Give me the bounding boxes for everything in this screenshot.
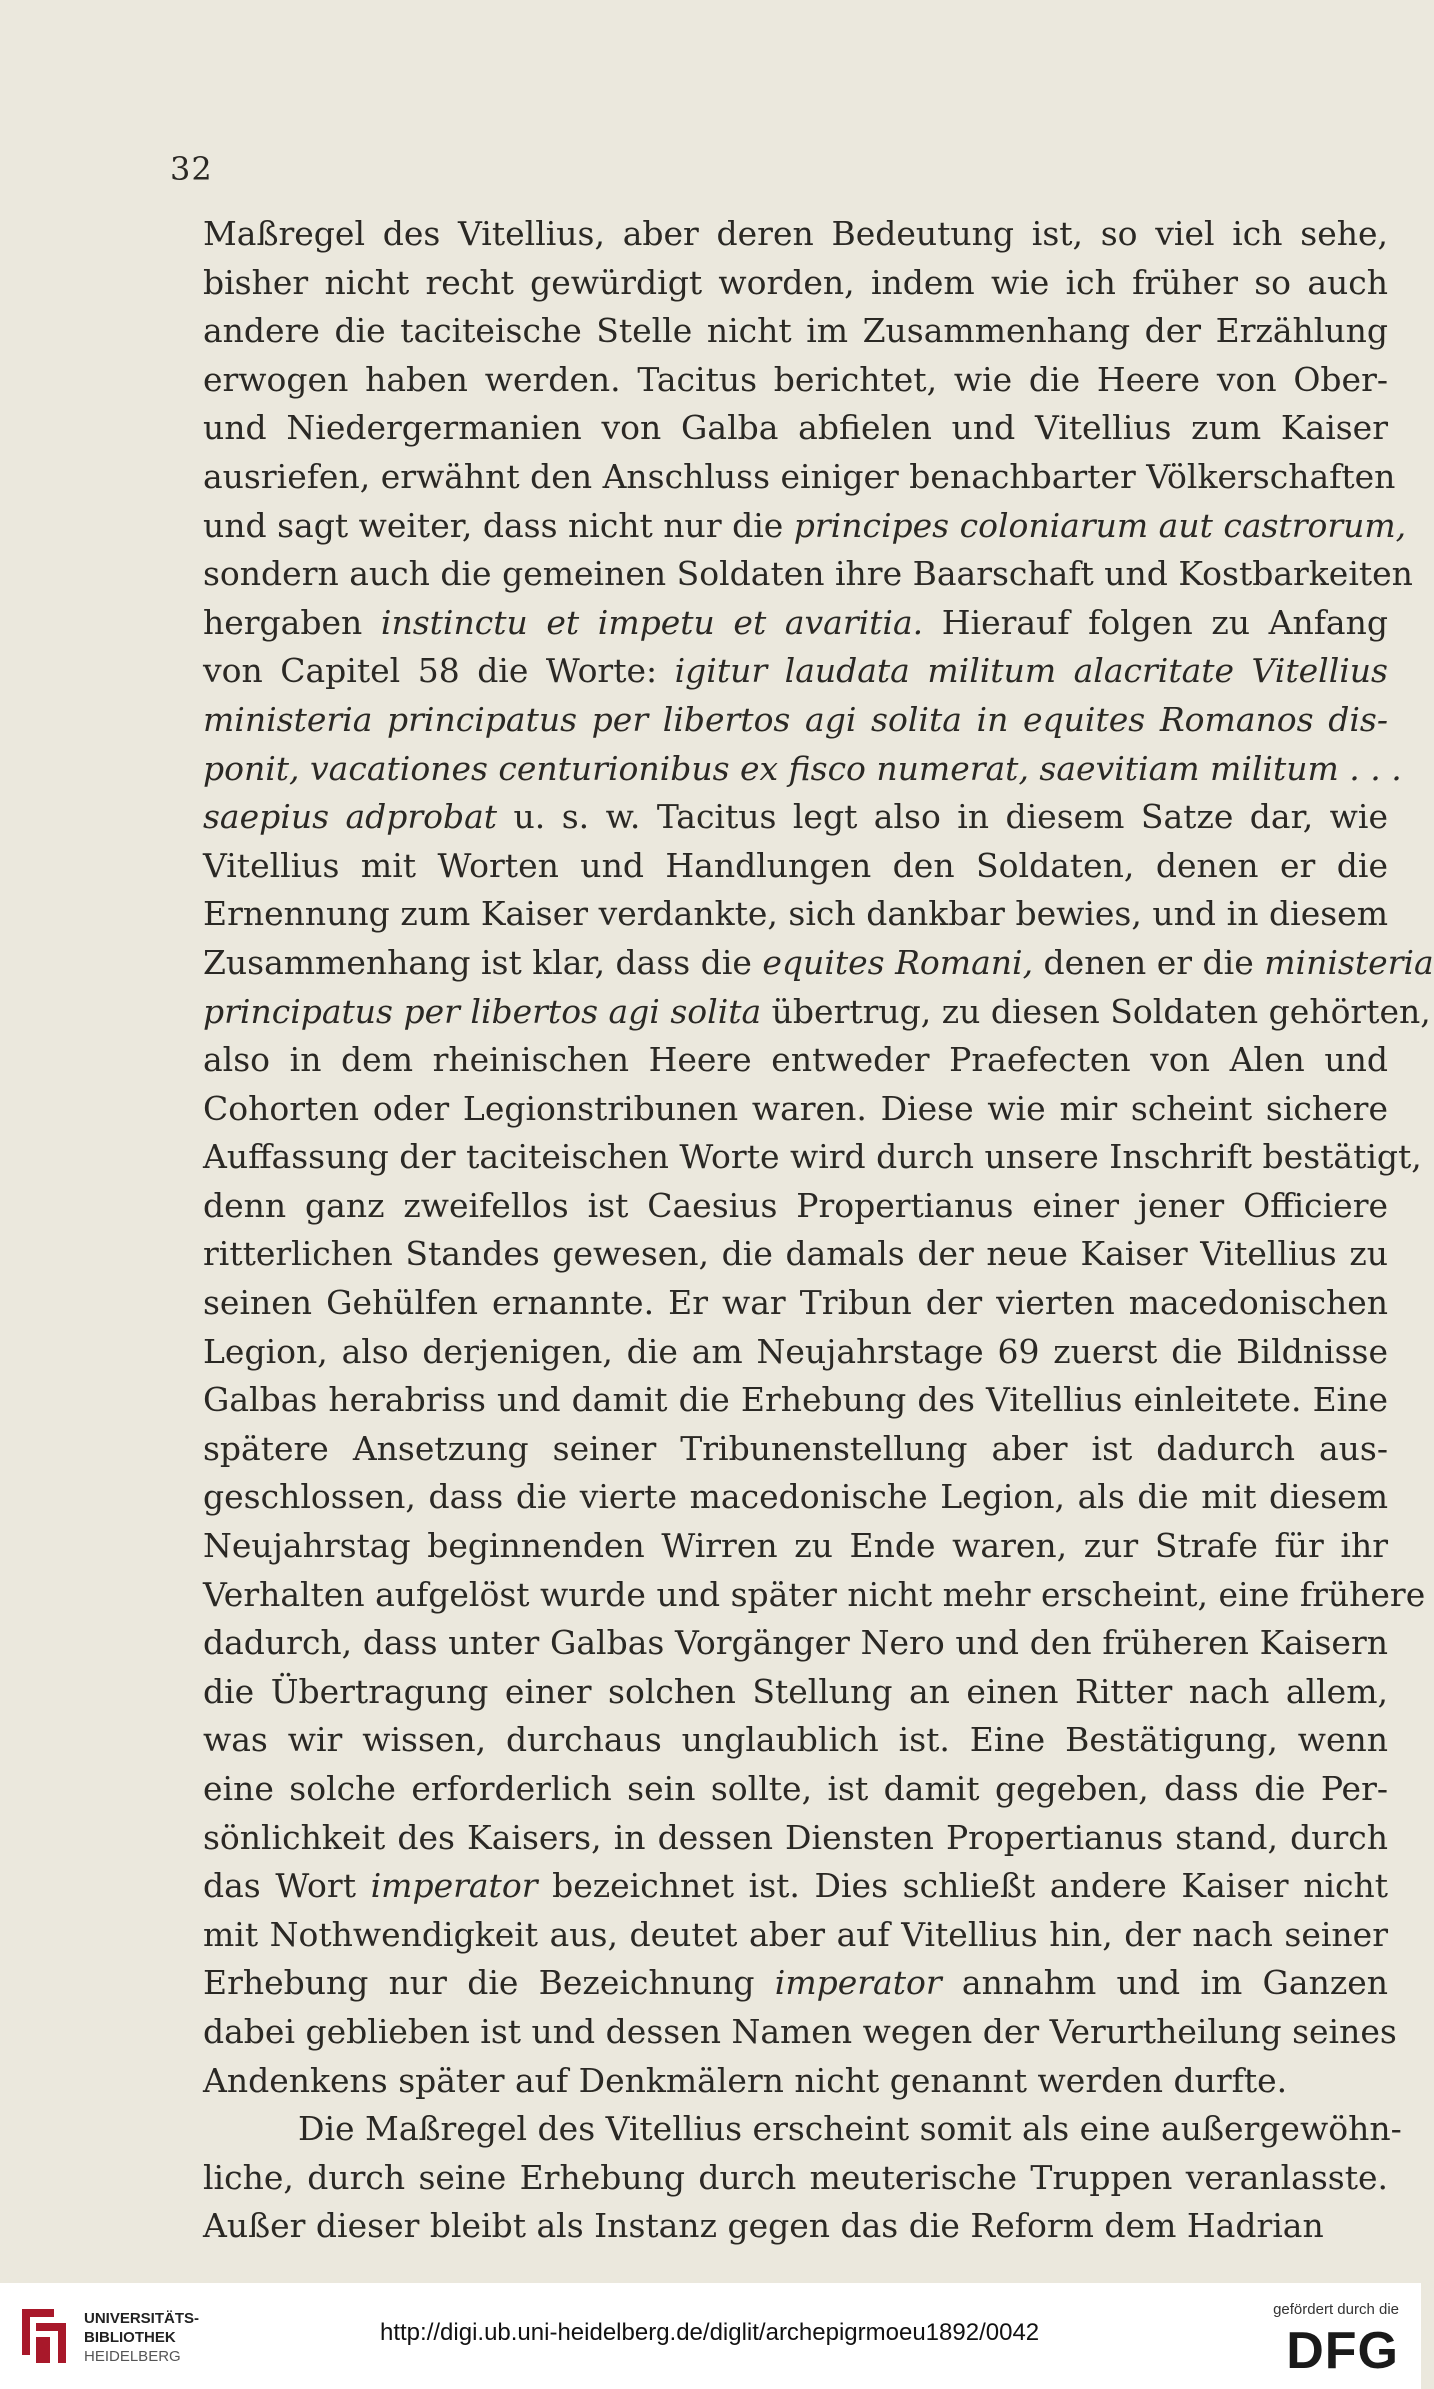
text-span: Cohorten oder Legionstribunen waren. Diese wie mir scheint sichere <box>203 1088 1388 1128</box>
text-line <box>203 1862 1388 1911</box>
latin-quote: saepius adprobat <box>203 797 498 837</box>
text-span: andere die taciteische Stelle nicht im Zusammenhang der Erzählung <box>203 311 1388 351</box>
text-line <box>203 599 1388 648</box>
text-line <box>203 2057 1388 2106</box>
text-span: Verhalten aufgelöst wurde und später nicht mehr erscheint, eine frühere <box>203 1574 1426 1614</box>
text-span: bezeichnet ist. Dies schließt andere Kaiser nicht <box>537 1866 1388 1906</box>
text-span: Ernennung zum Kaiser verdankte, sich dankbar bewies, und in diesem <box>203 894 1388 934</box>
text-span: erwogen haben werden. Tacitus berichtet, wie die Heere von Ober- <box>203 359 1388 399</box>
text-line <box>203 2154 1388 2203</box>
sponsor-text: gefördert durch die <box>1273 2301 1399 2318</box>
text-span: sondern auch die gemeinen Soldaten ihre Baarschaft und Kostbarkeiten <box>203 554 1413 594</box>
text-span: ritterlichen Standes gewesen, die damals der neue Kaiser Vitellius zu <box>203 1234 1388 1274</box>
text-span: dadurch, dass unter Galbas Vorgänger Nero und den früheren Kaisern <box>203 1623 1388 1663</box>
latin-quote: imperator <box>774 1963 942 2003</box>
permalink-url[interactable]: http://digi.ub.uni-heidelberg.de/diglit/archepigrmoeu1892/0042 <box>380 2319 1040 2346</box>
text-span: Auffassung der taciteischen Worte wird durch unsere Inschrift bestätigt, <box>203 1137 1422 1177</box>
text-span: liche, durch seine Erhebung durch meuterische Truppen veranlasste. <box>203 2157 1388 2197</box>
text-line <box>203 1814 1388 1863</box>
text-span: annahm und im Ganzen <box>941 1963 1388 2003</box>
university-name <box>84 2309 199 2366</box>
text-line <box>203 1230 1388 1279</box>
text-line <box>203 210 1388 259</box>
text-span: denn ganz zweifellos ist Caesius Propertianus einer jener Officiere <box>203 1185 1388 1225</box>
text-line <box>203 1328 1388 1377</box>
text-line <box>203 1716 1388 1765</box>
latin-quote: ministeria <box>1264 942 1434 982</box>
text-span: bisher nicht recht gewürdigt worden, indem wie ich früher so auch <box>203 262 1388 302</box>
text-line <box>203 842 1388 891</box>
latin-quote: ministeria principatus per libertos agi solita in equites Romanos dis- <box>203 699 1388 739</box>
text-line <box>203 2202 1388 2251</box>
text-span: Galbas herabriss und damit die Erhebung des Vitellius einleitete. Eine <box>203 1380 1388 1420</box>
text-line <box>203 1182 1388 1231</box>
text-line <box>203 259 1388 308</box>
text-span: Vitellius mit Worten und Handlungen den Soldaten, denen er die <box>203 845 1388 885</box>
latin-quote: principatus per libertos agi solita <box>203 991 762 1031</box>
text-line <box>203 745 1402 794</box>
text-span: Legion, also derjenigen, die am Neujahrstage 69 zuerst die Bildnisse <box>203 1331 1388 1371</box>
text-line <box>203 988 1431 1037</box>
text-line <box>203 1668 1388 1717</box>
text-span: und Niedergermanien von Galba abfielen und Vitellius zum Kaiser <box>203 408 1388 448</box>
text-line <box>203 1133 1422 1182</box>
text-span: Maßregel des Vitellius, aber deren Bedeutung ist, so viel ich sehe, <box>203 214 1388 253</box>
latin-quote: ponit, vacationes centurionibus ex fisco numerat, saevitiam militum . . . <box>203 748 1402 788</box>
text-line <box>203 696 1388 745</box>
text-line <box>203 647 1388 696</box>
text-span: hergaben <box>203 602 381 642</box>
text-span: sönlichkeit des Kaisers, in dessen Diensten Propertianus stand, durch <box>203 1817 1388 1857</box>
text-line <box>203 1036 1388 1085</box>
text-line <box>203 1911 1388 1960</box>
text-line <box>203 550 1413 599</box>
text-line <box>203 453 1396 502</box>
text-span: seinen Gehülfen ernannte. Er war Tribun der vierten macedonischen <box>203 1283 1388 1323</box>
text-span: das Wort <box>203 1866 371 1906</box>
text-span: ausriefen, erwähnt den Anschluss einiger benachbarter Völkerschaften <box>203 456 1396 496</box>
text-span: dabei geblieben ist und dessen Namen wegen der Verurtheilung seines <box>203 2011 1397 2051</box>
latin-quote: imperator <box>370 1866 538 1906</box>
text-line <box>203 502 1407 551</box>
text-span: Erhebung nur die Bezeichnung <box>203 1963 775 2003</box>
text-span: also in dem rheinischen Heere entweder Praefecten von Alen und <box>203 1040 1388 1080</box>
text-span: Die Maßregel des Vitellius erscheint somit als eine außergewöhn- <box>298 2109 1402 2149</box>
text-span: Andenkens später auf Denkmälern nicht genannt werden durfte. <box>203 2060 1288 2100</box>
text-span: Zusammenhang ist klar, dass die <box>203 942 763 982</box>
text-line <box>203 307 1388 356</box>
university-logo-icon <box>16 2303 72 2369</box>
text-line <box>203 1279 1388 1328</box>
library-name-line2: BIBLIOTHEK <box>84 2329 176 2346</box>
text-line <box>203 890 1388 939</box>
text-span: u. s. w. Tacitus legt also in diesem Satze dar, wie <box>497 797 1389 837</box>
body-text <box>203 210 1434 2251</box>
text-span: übertrug, zu diesen Soldaten gehörten, <box>761 991 1431 1031</box>
text-span: spätere Ansetzung seiner Tribunenstellung aber ist dadurch aus- <box>203 1428 1388 1468</box>
text-line <box>203 1571 1426 1620</box>
text-span: eine solche erforderlich sein sollte, ist damit gegeben, dass die Per- <box>203 1769 1388 1808</box>
text-line <box>203 1522 1388 1571</box>
text-span: denen er die <box>1033 942 1265 982</box>
text-span: und sagt weiter, dass nicht nur die <box>203 505 794 545</box>
text-line <box>203 404 1388 453</box>
dfg-logo-icon: DFG <box>1286 2322 1399 2380</box>
text-line <box>203 1376 1388 1425</box>
library-name-line3: HEIDELBERG <box>84 2348 181 2365</box>
text-line <box>203 1619 1388 1668</box>
text-span: Hierauf folgen zu Anfang <box>923 602 1388 642</box>
latin-quote: equites Romani, <box>762 942 1034 982</box>
text-line <box>203 2008 1397 2057</box>
latin-quote: principes coloniarum aut castrorum, <box>793 505 1407 545</box>
latin-quote: igitur laudata militum alacritate Vitellius <box>674 651 1388 691</box>
text-line <box>203 1959 1388 2008</box>
text-span: von Capitel 58 die Worte: <box>203 651 675 691</box>
text-span: die Übertragung einer solchen Stellung an einen Ritter nach allem, <box>203 1671 1388 1711</box>
text-span: was wir wissen, durchaus unglaublich ist. Eine Bestätigung, wenn <box>203 1720 1388 1760</box>
text-line <box>203 939 1434 988</box>
text-line <box>203 356 1388 405</box>
latin-quote: instinctu et impetu et avaritia. <box>380 602 924 642</box>
text-span: mit Nothwendigkeit aus, deutet aber auf Vitellius hin, der nach seiner <box>203 1914 1388 1954</box>
text-line <box>203 2105 1402 2154</box>
text-line <box>203 1473 1388 1522</box>
text-line <box>203 1425 1388 1474</box>
text-span: Neujahrstag beginnenden Wirren zu Ende waren, zur Strafe für ihr <box>203 1526 1388 1566</box>
text-span: geschlossen, dass die vierte macedonische Legion, als die mit diesem <box>203 1477 1388 1517</box>
footer-bar <box>0 2283 1421 2389</box>
text-span: Außer dieser bleibt als Instanz gegen das die Reform dem Hadrian <box>203 2206 1324 2246</box>
page-number: 32 <box>170 150 213 188</box>
library-name-line1: UNIVERSITÄTS- <box>84 2310 200 2327</box>
text-line <box>203 793 1388 842</box>
text-line <box>203 1765 1388 1814</box>
text-line <box>203 1085 1388 1134</box>
